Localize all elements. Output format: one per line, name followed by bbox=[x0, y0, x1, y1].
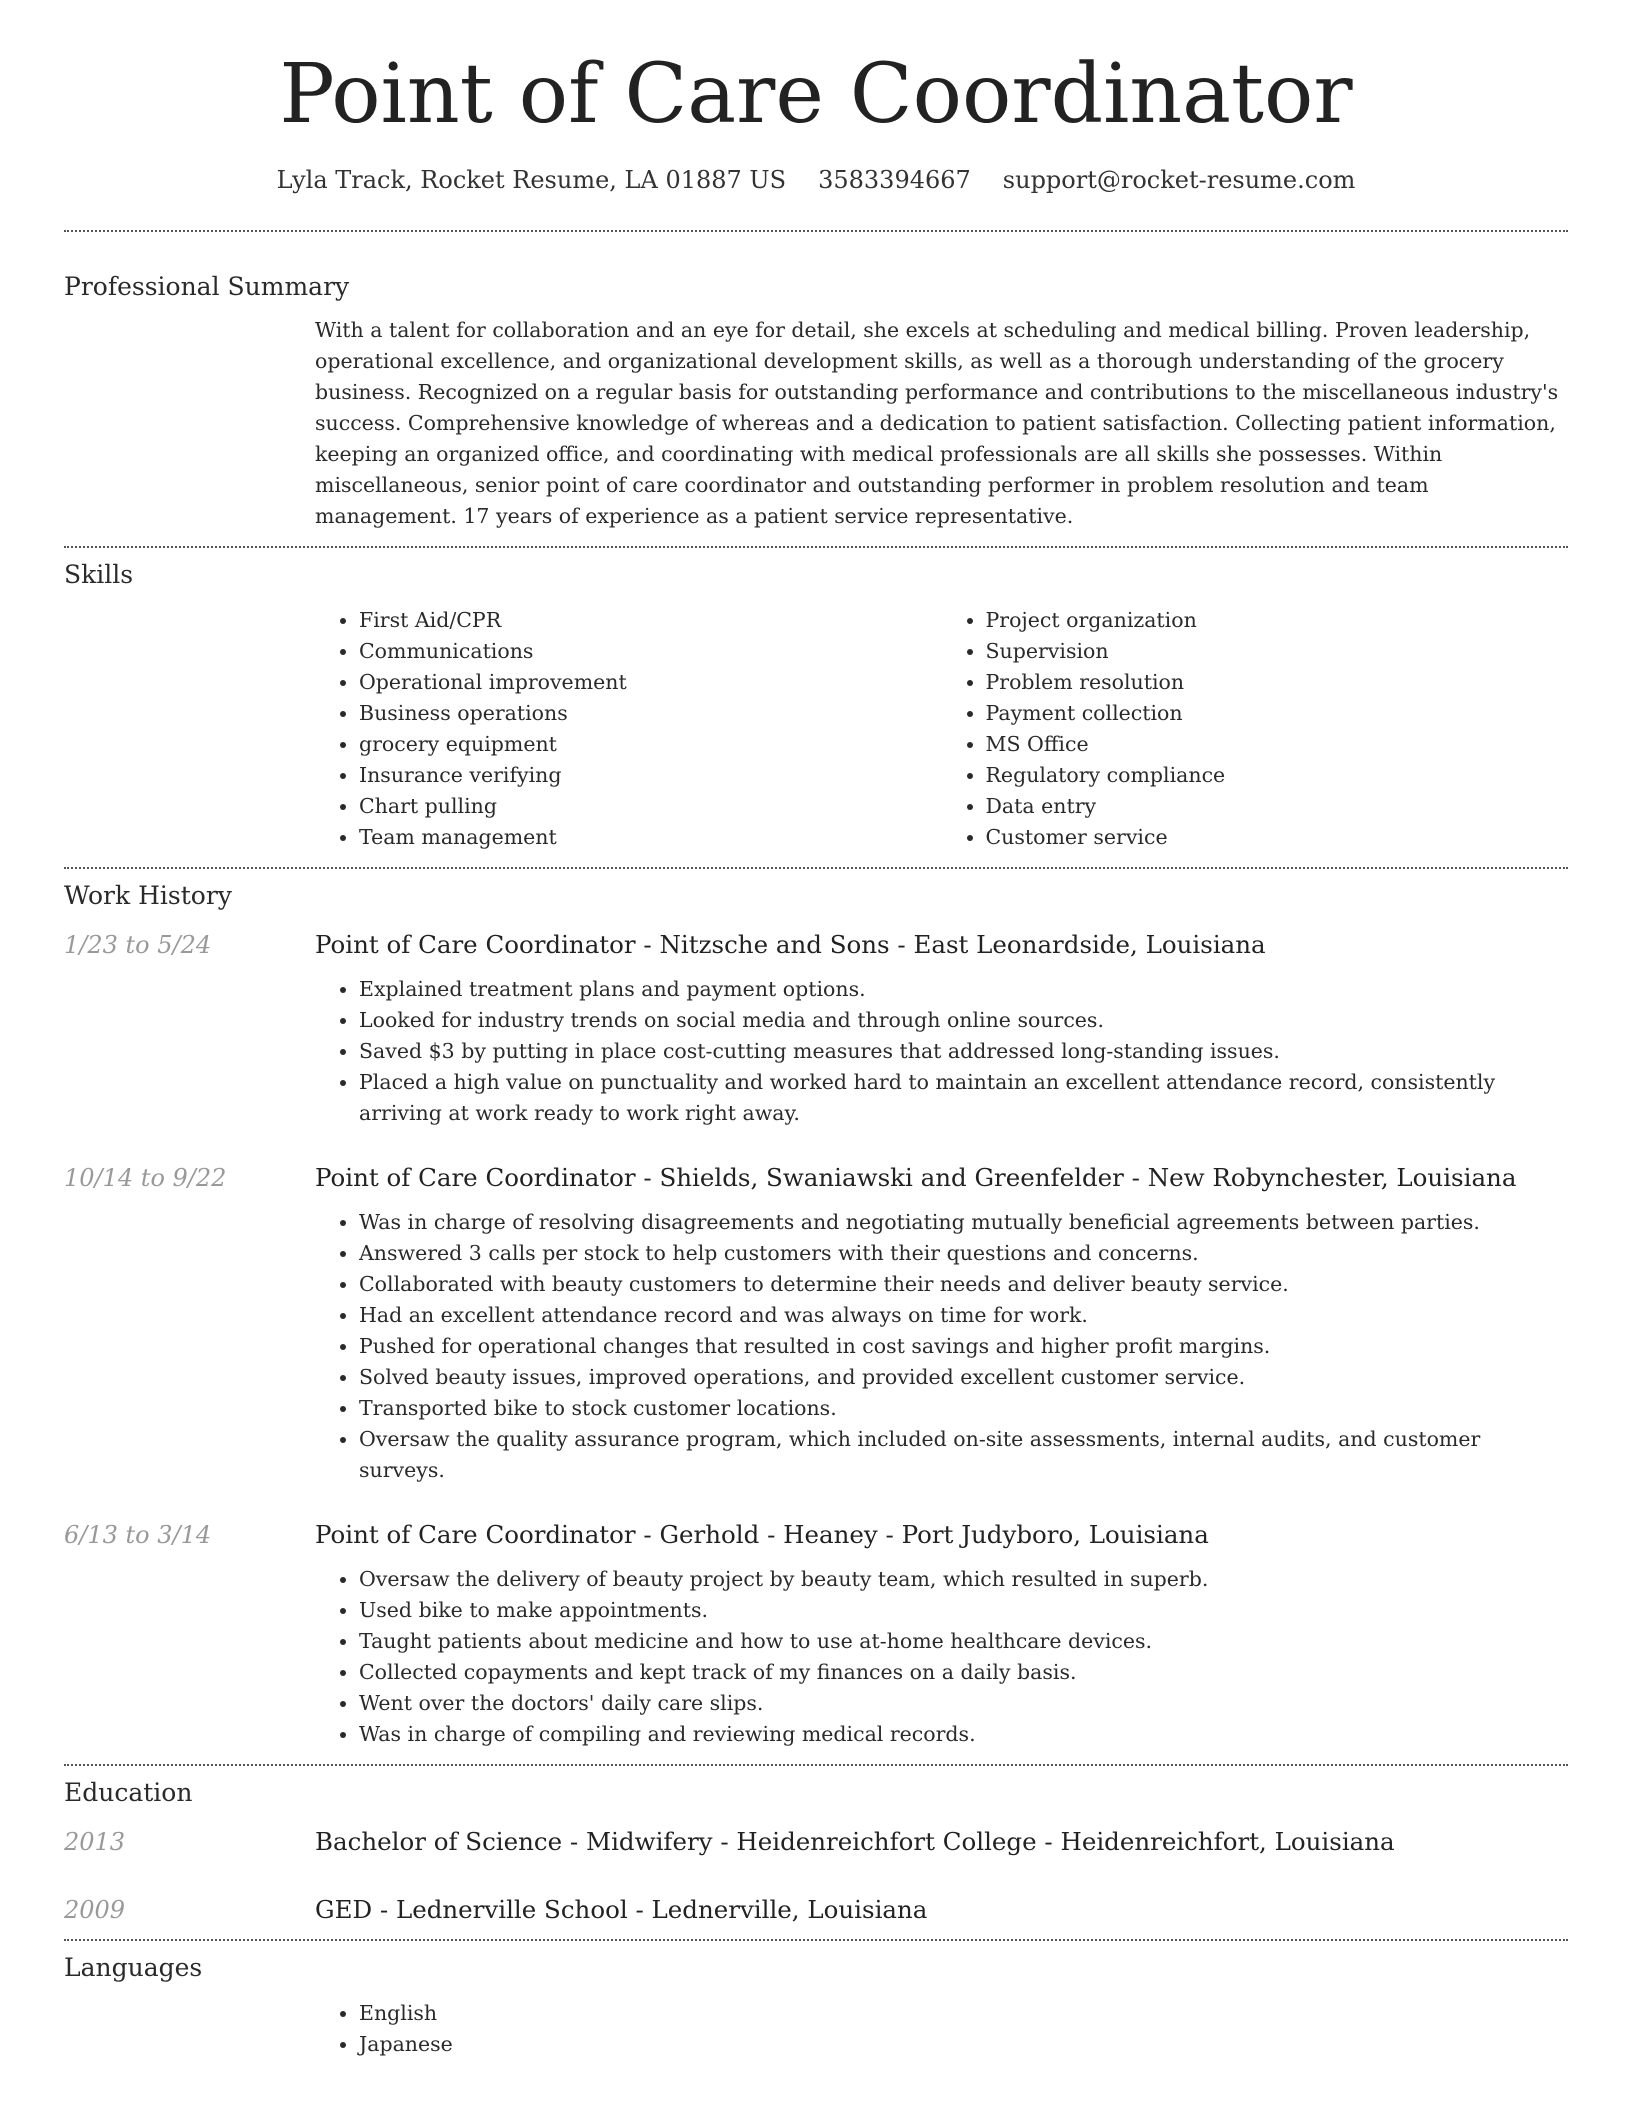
list-item: • Collaborated with beauty customers to determine their needs and deliver beauty service. bbox=[359, 1269, 1568, 1300]
list-item: • Pushed for operational changes that resulted in cost savings and higher profit margins. bbox=[359, 1331, 1568, 1362]
list-item: • Business operations bbox=[359, 698, 942, 729]
job-entry bbox=[64, 1518, 1568, 1750]
list-item: • Payment collection bbox=[986, 698, 1569, 729]
work-history-section bbox=[0, 869, 1632, 1750]
education-entry bbox=[64, 1893, 1568, 1927]
job-entry bbox=[64, 928, 1568, 1129]
list-item: • Regulatory compliance bbox=[986, 760, 1569, 791]
job-title: Point of Care Coordinator - Gerhold - Heaney - Port Judyboro, Louisiana bbox=[315, 1520, 1209, 1550]
list-item: • Used bike to make appointments. bbox=[359, 1595, 1568, 1626]
job-entry bbox=[64, 1161, 1568, 1486]
list-item: • Oversaw the quality assurance program, which included on-site assessments, internal audits, and customer surveys. bbox=[359, 1424, 1568, 1486]
summary-section bbox=[0, 232, 1632, 532]
list-item: • Project organization bbox=[986, 605, 1569, 636]
education-text: Bachelor of Science - Midwifery - Heidenreichfort College - Heidenreichfort, Louisiana bbox=[315, 1827, 1395, 1857]
list-item: • Placed a high value on punctuality and worked hard to maintain an excellent attendance record, consistently arriving at work ready to work right away. bbox=[359, 1067, 1568, 1129]
list-item: • Customer service bbox=[986, 822, 1569, 853]
list-item: • Team management bbox=[359, 822, 942, 853]
skills-list-left bbox=[315, 605, 942, 853]
list-item: • Had an excellent attendance record and was always on time for work. bbox=[359, 1300, 1568, 1331]
job-bullets bbox=[315, 974, 1568, 1129]
contact-address: Lyla Track, Rocket Resume, LA 01887 US bbox=[276, 166, 787, 195]
list-item: • Was in charge of resolving disagreements and negotiating mutually beneficial agreements between parties. bbox=[359, 1207, 1568, 1238]
list-item: • Went over the doctors' daily care slips. bbox=[359, 1688, 1568, 1719]
contact-email: support@rocket-resume.com bbox=[1002, 166, 1356, 195]
job-title: Point of Care Coordinator - Shields, Swaniawski and Greenfelder - New Robynchester, Louisiana bbox=[315, 1163, 1517, 1193]
list-item: • Answered 3 calls per stock to help customers with their questions and concerns. bbox=[359, 1238, 1568, 1269]
summary-text: With a talent for collaboration and an eye for detail, she excels at scheduling and medical billing. Proven leadership, operational excellence, and organizational development skills, as well as a thorough understanding of the grocery business. Recognized on a regular basis for outstanding performance and contributions to the miscellaneous industry's success. Comprehensive knowledge of whereas and a dedication to patient satisfaction. Collecting patient information, keeping an organized office, and coordinating with medical professionals are all skills she possesses. Within miscellaneous, senior point of care coordinator and outstanding performer in problem resolution and team management. 17 years of experience as a patient service representative. bbox=[315, 318, 1559, 529]
list-item: • English bbox=[359, 1998, 1568, 2029]
list-item: • Taught patients about medicine and how to use at-home healthcare devices. bbox=[359, 1626, 1568, 1657]
education-text: GED - Lednerville School - Lednerville, Louisiana bbox=[315, 1895, 928, 1925]
list-item: • Transported bike to stock customer locations. bbox=[359, 1393, 1568, 1424]
languages-list bbox=[315, 1998, 1568, 2060]
education-year: 2009 bbox=[64, 1896, 126, 1925]
list-item: • Supervision bbox=[986, 636, 1569, 667]
contact-info bbox=[0, 166, 1632, 194]
job-dates: 6/13 to 3/14 bbox=[64, 1521, 212, 1550]
list-item: • Collected copayments and kept track of my finances on a daily basis. bbox=[359, 1657, 1568, 1688]
list-item: • Data entry bbox=[986, 791, 1569, 822]
list-item: • First Aid/CPR bbox=[359, 605, 942, 636]
list-item: • Oversaw the delivery of beauty project by beauty team, which resulted in superb. bbox=[359, 1564, 1568, 1595]
list-item: • Communications bbox=[359, 636, 942, 667]
list-item: • Operational improvement bbox=[359, 667, 942, 698]
work-history-heading: Work History bbox=[64, 881, 232, 911]
resume-header bbox=[0, 0, 1632, 194]
list-item: • Looked for industry trends on social media and through online sources. bbox=[359, 1005, 1568, 1036]
job-dates: 1/23 to 5/24 bbox=[64, 931, 212, 960]
list-item: • Was in charge of compiling and reviewing medical records. bbox=[359, 1719, 1568, 1750]
education-year: 2013 bbox=[64, 1828, 126, 1857]
list-item: • Problem resolution bbox=[986, 667, 1569, 698]
list-item: • Saved $3 by putting in place cost-cutting measures that addressed long-standing issues. bbox=[359, 1036, 1568, 1067]
skills-heading: Skills bbox=[64, 560, 134, 590]
contact-phone: 3583394667 bbox=[818, 166, 971, 195]
job-dates: 10/14 to 9/22 bbox=[64, 1164, 227, 1193]
skills-section bbox=[0, 548, 1632, 853]
list-item: • Explained treatment plans and payment options. bbox=[359, 974, 1568, 1005]
list-item: • Japanese bbox=[359, 2029, 1568, 2060]
page-title: Point of Care Coordinator bbox=[279, 47, 1353, 142]
list-item: • Insurance verifying bbox=[359, 760, 942, 791]
job-title: Point of Care Coordinator - Nitzsche and Sons - East Leonardside, Louisiana bbox=[315, 930, 1266, 960]
education-section bbox=[0, 1766, 1632, 1927]
languages-heading: Languages bbox=[64, 1953, 203, 1983]
list-item: • Chart pulling bbox=[359, 791, 942, 822]
job-bullets bbox=[315, 1207, 1568, 1486]
job-bullets bbox=[315, 1564, 1568, 1750]
skills-list-right bbox=[942, 605, 1569, 853]
languages-section bbox=[0, 1941, 1632, 2060]
list-item: • grocery equipment bbox=[359, 729, 942, 760]
summary-heading: Professional Summary bbox=[64, 272, 350, 302]
education-heading: Education bbox=[64, 1778, 193, 1808]
list-item: • Solved beauty issues, improved operations, and provided excellent customer service. bbox=[359, 1362, 1568, 1393]
education-entry bbox=[64, 1825, 1568, 1859]
list-item: • MS Office bbox=[986, 729, 1569, 760]
